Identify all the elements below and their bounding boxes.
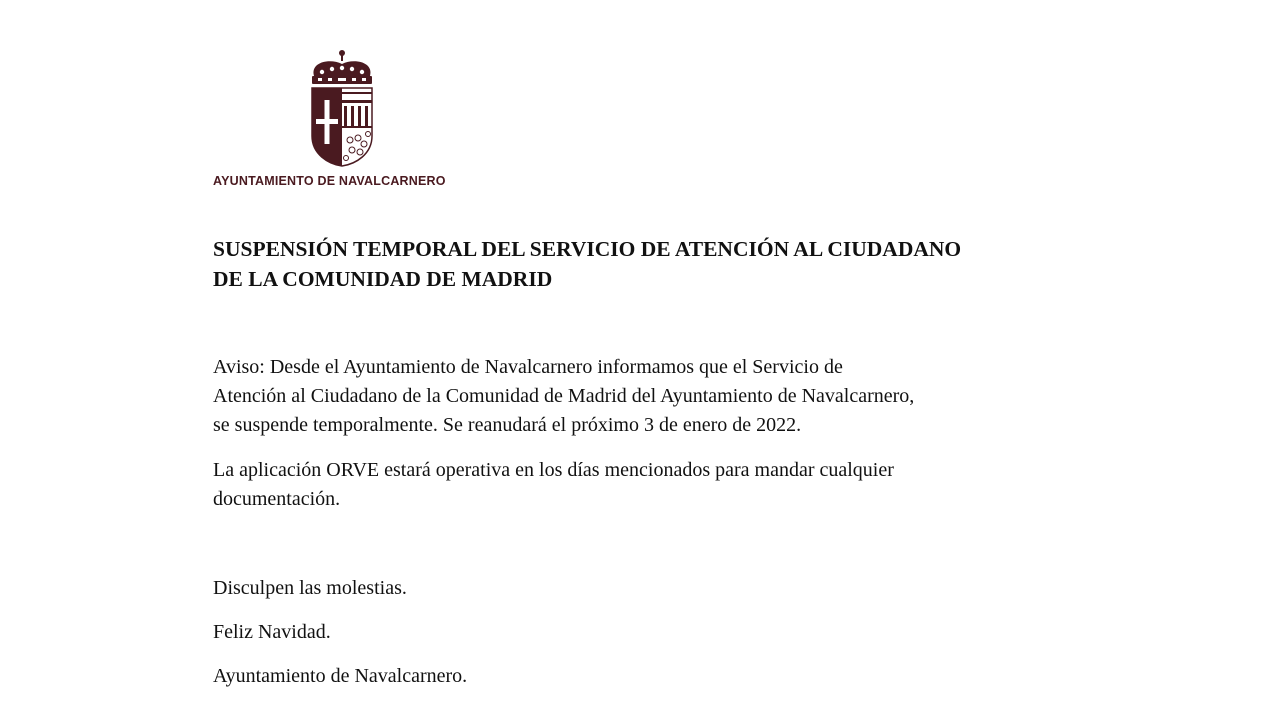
notice-paragraph-2 bbox=[213, 456, 1073, 514]
signature: Ayuntamiento de Navalcarnero. bbox=[213, 665, 468, 687]
closing-apology: Disculpen las molestias. bbox=[213, 577, 407, 599]
organization-name: AYUNTAMIENTO DE NAVALCARNERO bbox=[213, 174, 446, 188]
notice-title-line: SUSPENSIÓN TEMPORAL DEL SERVICIO DE ATENCIÓN AL CIUDADANO bbox=[213, 237, 962, 261]
notice-title bbox=[213, 234, 1073, 294]
paragraph-line: La aplicación ORVE estará operativa en los días mencionados para mandar cualquier bbox=[213, 459, 894, 481]
paragraph-line: documentación. bbox=[213, 488, 341, 510]
paragraph-line: Atención al Ciudadano de la Comunidad de Madrid del Ayuntamiento de Navalcarnero, bbox=[213, 385, 915, 407]
notice-paragraph-1 bbox=[213, 353, 1073, 440]
coat-of-arms-crest-icon bbox=[300, 48, 384, 170]
paragraph-line: se suspende temporalmente. Se reanudará el próximo 3 de enero de 2022. bbox=[213, 414, 802, 436]
closing-greeting: Feliz Navidad. bbox=[213, 621, 331, 643]
notice-title-line: DE LA COMUNIDAD DE MADRID bbox=[213, 267, 553, 291]
paragraph-line: Aviso: Desde el Ayuntamiento de Navalcarnero informamos que el Servicio de bbox=[213, 356, 843, 378]
